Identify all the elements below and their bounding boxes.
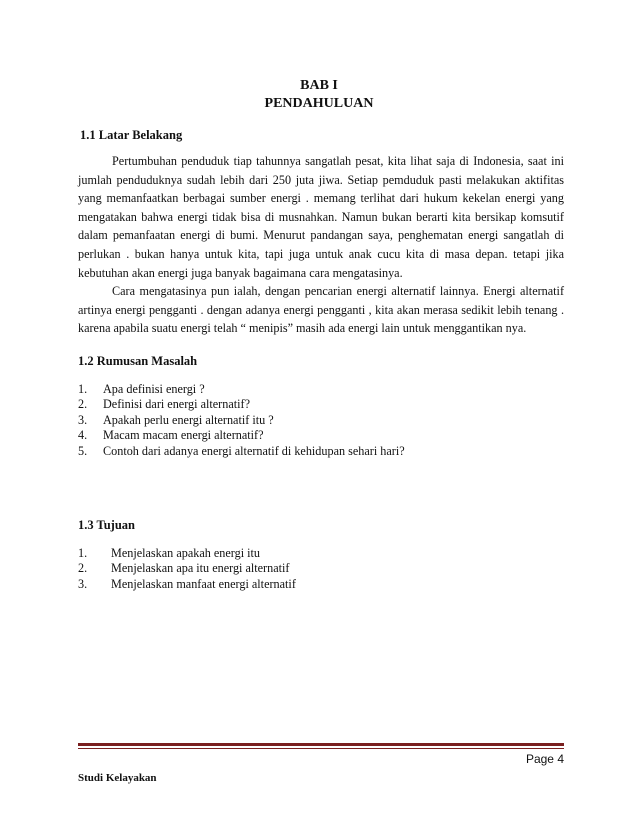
list-item	[78, 546, 296, 561]
list-item	[78, 397, 405, 412]
list-item	[78, 577, 296, 592]
list-item	[78, 382, 405, 397]
list-item	[78, 413, 405, 428]
list-text: Menjelaskan apa itu energi alternatif	[111, 561, 290, 576]
list-number: 2.	[78, 397, 88, 412]
list-number: 5.	[78, 443, 88, 458]
list-number: 1.	[78, 382, 88, 396]
paragraph-text: Cara mengatasinya pun ialah, dengan pencarian energi alternatif lainnya. Energi alternatif artinya energi pengganti . dengan adanya energi pengganti , kita akan merasa sedikit lebih tenang . karena apabila suatu energi telah “ menipis” masih ada energi lain untuk menggantikan nya.	[78, 284, 564, 336]
list-number: 4.	[78, 428, 88, 443]
paragraph-latar-belakang-2	[78, 282, 564, 338]
list-number: 2.	[78, 561, 88, 576]
footer-title: Studi Kelayakan	[78, 772, 157, 784]
list-text: Menjelaskan manfaat energi alternatif	[111, 576, 296, 591]
rumusan-masalah-list	[78, 382, 405, 459]
chapter-number: BAB I	[300, 78, 338, 93]
section-heading-tujuan: 1.3 Tujuan	[78, 518, 135, 532]
section-heading-rumusan-masalah: 1.2 Rumusan Masalah	[78, 354, 198, 368]
list-item	[78, 428, 405, 443]
list-text: Definisi dari energi alternatif?	[103, 397, 250, 412]
list-text: Macam macam energi alternatif?	[103, 428, 264, 443]
footer-rule-thick	[78, 743, 564, 746]
list-number: 3.	[78, 412, 88, 427]
list-text: Apakah perlu energi alternatif itu ?	[103, 412, 274, 427]
list-number: 3.	[78, 576, 88, 591]
list-number: 1.	[78, 546, 88, 560]
list-text: Contoh dari adanya energi alternatif di kehidupan sehari hari?	[103, 443, 405, 458]
page-number: Page 4	[525, 752, 564, 766]
list-item	[78, 561, 296, 576]
paragraph-latar-belakang-1	[78, 152, 564, 282]
list-text: Menjelaskan apakah energi itu	[111, 546, 261, 560]
chapter-title: PENDAHULUAN	[264, 96, 374, 111]
list-text: Apa definisi energi ?	[103, 382, 205, 396]
section-heading-latar-belakang: 1.1 Latar Belakang	[80, 128, 183, 142]
paragraph-text: Pertumbuhan penduduk tiap tahunnya sangatlah pesat, kita lihat saja di Indonesia, saat ini jumlah penduduknya sudah lebih dari 250 juta jiwa. Setiap pemduduk pasti melakukan aktifitas yang memanfaatkan berbagai sumber energi . memang terlihat dari hukum kekelan energi yang mengatakan bahwa energi tidak bisa di musnahkan. Namun bukan berarti kita bersikap komsutif dalam pemanfaatan energi di bumi. Menurut pandangan saya, penghematan energi sangatlah di perlukan . bukan hanya untuk kita, tapi juga untuk anak cucu kita di masa depan. tetapi jika kebutuhan akan energi juga banyak bagaimana cara mengatasinya.	[78, 154, 564, 280]
list-item	[78, 444, 405, 459]
footer-rule-thin	[78, 748, 564, 749]
tujuan-list	[78, 546, 296, 592]
